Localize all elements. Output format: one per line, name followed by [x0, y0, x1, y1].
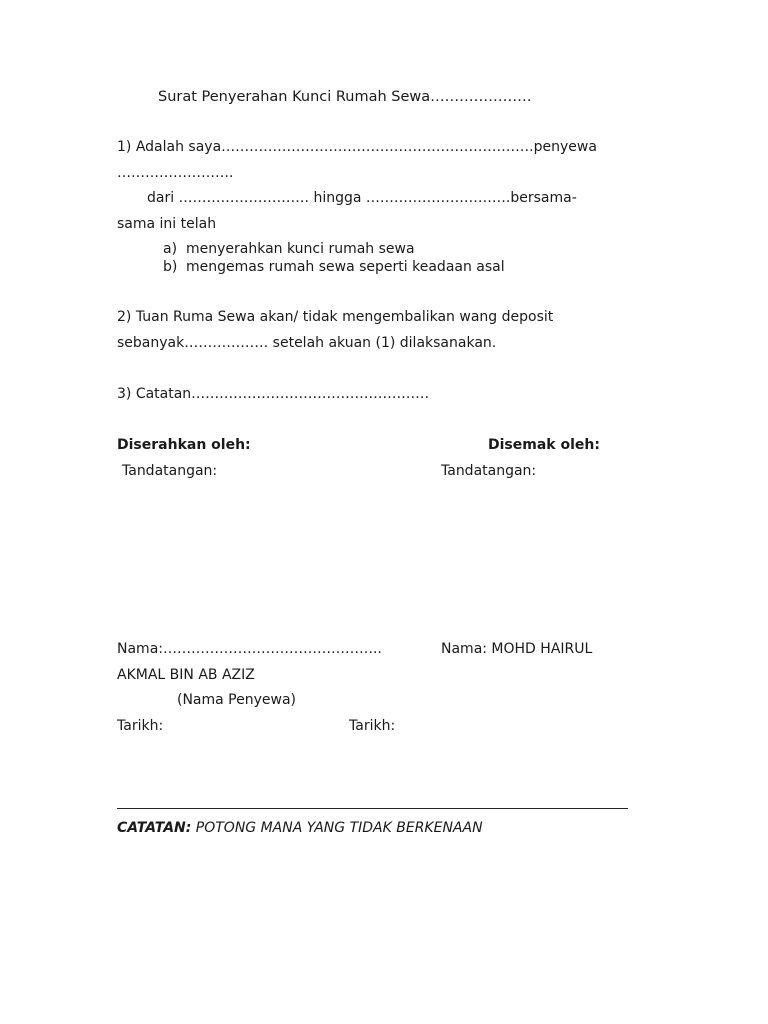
item1-line4: sama ini telah — [117, 216, 217, 232]
item1-line1: 1) Adalah saya………………………………………………………….penyewa — [117, 139, 597, 155]
item3-line1: 3) Catatan…………………………………………… — [117, 386, 430, 402]
item2-line2: sebanyak……………… setelah akuan (1) dilaksanakan. — [117, 335, 497, 351]
item1-line3: dari ………………………. hingga ………………………….bersama- — [147, 190, 577, 206]
right-name-label: Nama: MOHD HAIRUL — [441, 641, 593, 657]
right-name-continuation: AKMAL BIN AB AZIZ — [117, 667, 255, 683]
checked-by-heading: Disemak oleh: — [488, 437, 600, 453]
sub-item-b-marker: b) — [163, 259, 178, 275]
footer-divider — [117, 808, 628, 809]
right-signature-label: Tandatangan: — [441, 463, 537, 479]
handed-over-by-heading: Diserahkan oleh: — [117, 437, 251, 453]
sub-item-a-marker: a) — [163, 241, 178, 257]
document-title: Surat Penyerahan Kunci Rumah Sewa………………… — [158, 89, 532, 105]
left-name-label: Nama:……………………………………….. — [117, 641, 382, 657]
item1-line2: ……………………. — [117, 165, 234, 181]
left-date-label: Tarikh: — [117, 718, 164, 734]
right-date-label: Tarikh: — [349, 718, 396, 734]
tenant-name-caption: (Nama Penyewa) — [177, 692, 296, 708]
footer-note — [117, 819, 483, 837]
item2-line1: 2) Tuan Ruma Sewa akan/ tidak mengembalikan wang deposit — [117, 309, 554, 325]
left-signature-label: Tandatangan: — [122, 463, 218, 479]
sub-item-a-text: menyerahkan kunci rumah sewa — [186, 241, 415, 257]
footer-note-label: CATATAN: — [117, 820, 192, 836]
footer-note-text: POTONG MANA YANG TIDAK BERKENAAN — [191, 820, 483, 836]
sub-item-b-text: mengemas rumah sewa seperti keadaan asal — [186, 259, 505, 275]
